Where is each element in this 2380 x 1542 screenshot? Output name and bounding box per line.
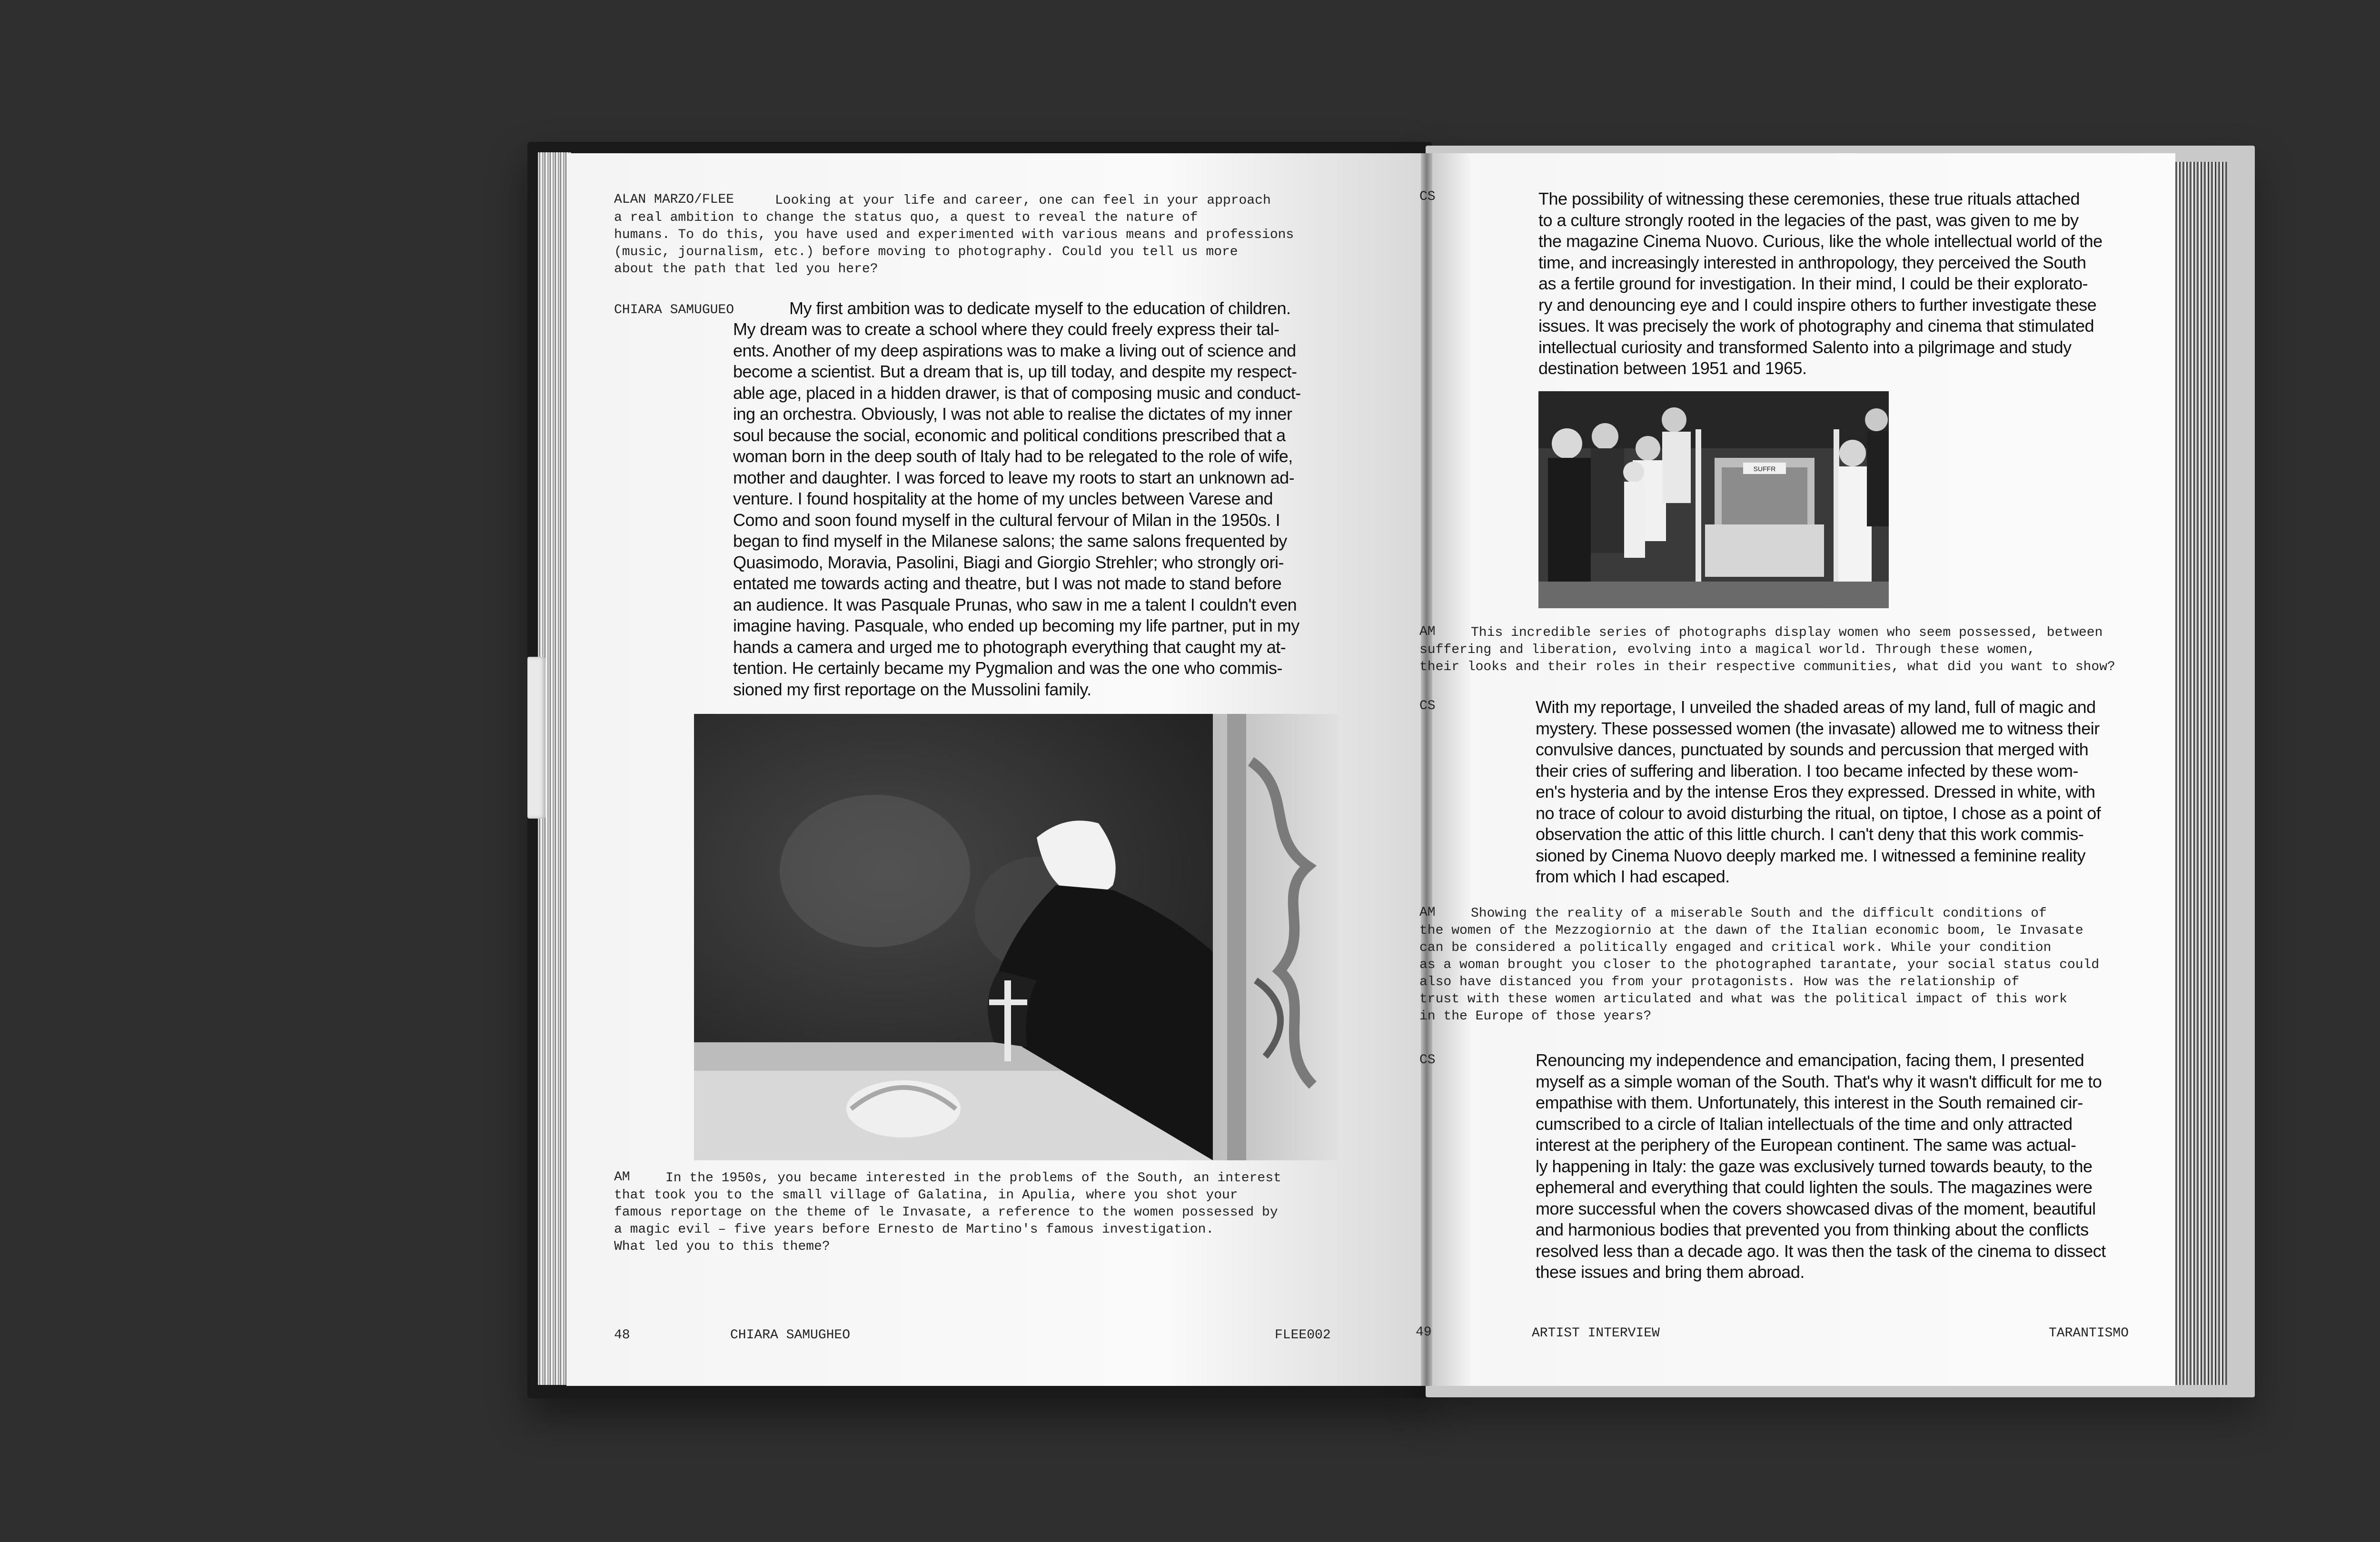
q1-text: Looking at your life and career, one can feel in your approach a real ambition to change the status quo, a quest to reveal the nature of humans. To do this, you have used and experimented with various means and professions (music, journalism, etc.) before moving to photography. Could you tell us more about the path that led you here? bbox=[614, 193, 1294, 277]
q2-text: In the 1950s, you became interested in the problems of the South, an interest that took you to the small village of Galatina, in Apulia, where you shot your famous reportage on the theme of le Invasate, a reference to the women possessed by a magic evil – five years before Ernesto de Martino's famous investigation. What led you to this theme? bbox=[614, 1171, 1281, 1254]
photo-women-group bbox=[1538, 391, 1889, 608]
a2-speaker: CS bbox=[1419, 189, 1436, 204]
q4-speaker: AM bbox=[1419, 905, 1436, 920]
right-page-number: 49 bbox=[1416, 1325, 1432, 1340]
photo-possessed-woman bbox=[694, 714, 1338, 1160]
a1-first-line: My first ambition was to dedicate myself to the education of children. bbox=[789, 298, 1291, 318]
q2-speaker: AM bbox=[614, 1170, 630, 1185]
a3-text: With my reportage, I unveiled the shaded areas of my land, full of magic and mystery. These possessed women (the invasate) allowed me to witness their convulsive dances, punctuated by sounds and percussion that merged with their cries of suffering and liberation. I too became infected by these wom- en's hysteria and by the intense Eros they expressed. Dressed in white, with no trace of colour to avoid disturbing the ritual, on tiptoe, I chose as a point of observation the attic of this little church. I can't deny that this work commis- sioned by Cinema Nuovo deeply marked me. I witnessed a feminine reality from which I had escaped. bbox=[1536, 697, 2101, 886]
a4-speaker: CS bbox=[1419, 1053, 1436, 1068]
left-running-title: CHIARA SAMUGHEO bbox=[730, 1328, 851, 1343]
altar-sign-text: SUFFR bbox=[1753, 465, 1776, 473]
a4-text: Renouncing my independence and emancipation, facing them, I presented myself as a simple woman of the South. That's why it wasn't difficult for me to empathise with them. Unfortunately, this interest in the South remained cir- cumscribed to a circle of Italian intellectuals of the time and only attracted interest at the periphery of the European continent. The same was actual- ly happening in Italy: the gaze was exclusively turned towards beauty, to the ephemeral and everything that could lighten the souls. The magazines were more successful when the covers showcased divas of the moment, beautiful and harmonious bodies that prevented you from thinking about the conflicts resolved less than a decade ago. It was then the task of the cinema to dissect these issues and bring them abroad. bbox=[1536, 1050, 2106, 1282]
page-stack-right bbox=[2175, 162, 2228, 1385]
left-issue-label: FLEE002 bbox=[1275, 1328, 1331, 1343]
right-section-label: TARANTISMO bbox=[2049, 1326, 2129, 1341]
q3-speaker: AM bbox=[1419, 624, 1436, 639]
a1-text: My dream was to create a school where they could freely express their tal- ents. Another of my deep aspirations was to make a living out of science and become a scientist. But a dream that is, up till today, and despite my respect- able age, placed in a hidden drawer, is that of composing music and conduct- ing an orchestra. Obviously, I was not able to realise the dictates of my inner soul because the social, economic and political conditions prescribed that a woman born in the deep south of Italy had to be relegated to the role of wife, mother and daughter. I was forced to leave my roots to start an unknown ad- venture. I found hospitality at the home of my uncles between Varese and Como and soon found myself in the cultural fervour of Milan in the 1950s. I began to find myself in the Milanese salons; the same salons frequented by Quasimodo, Moravia, Pasolini, Biagi and Giorgio Strehler; who strongly ori- entated me towards acting and theatre, but I was not made to stand before an audience. It was Pasquale Prunas, who saw in me a talent I couldn't even imagine having. Pasquale, who ended up becoming my life partner, put in my hands a camera and urged me to photograph everything that caught my at- tention. He certainly became my Pygmalion and was the one who commis- sioned my first reportage on the Mussolini family. bbox=[733, 319, 1301, 699]
photo-possessed-woman-image bbox=[694, 714, 1338, 1160]
q4-text: Showing the reality of a miserable South and the difficult conditions of the women of the Mezzogiornio at the dawn of the Italian economic boom, le Invasate can be considered a politically engaged and critical work. While your condition as a woman brought you closer to the photographed tarantate, your social status could also have distanced you from your protagonists. How was the relationship of trust with these women articulated and what was the political impact of this work in the Europe of those years? bbox=[1419, 906, 2100, 1024]
q1-speaker: ALAN MARZO/FLEE bbox=[614, 192, 734, 207]
q3-text: This incredible series of photographs display women who seem possessed, between suffering and liberation, evolving into a magical world. Through these women, their looks and their roles in their respective communities, what did you want to show? bbox=[1419, 625, 2115, 674]
a1-speaker: CHIARA SAMUGUEO bbox=[614, 303, 734, 317]
a2-text: The possibility of witnessing these ceremonies, these true rituals attached to a culture strongly rooted in the legacies of the past, was given to me by the magazine Cinema Nuovo. Curious, like the whole intellectual world of the time, and increasingly interested in anthropology, they perceived the South as a fertile ground for investigation. In their mind, I could be their explorato- ry and denouncing eye and I could inspire others to further investigate these issues. It was precisely the work of photography and cinema that stimulated intellectual curiosity and transformed Salento into a pilgrimage and study destination between 1951 and 1965. bbox=[1538, 189, 2102, 378]
left-page-number: 48 bbox=[614, 1328, 630, 1343]
tape-strip bbox=[527, 657, 545, 819]
book-gutter bbox=[1421, 153, 1432, 1386]
right-running-title: ARTIST INTERVIEW bbox=[1532, 1326, 1660, 1341]
photo-women-group-image bbox=[1538, 391, 1889, 608]
a3-speaker: CS bbox=[1419, 699, 1436, 713]
